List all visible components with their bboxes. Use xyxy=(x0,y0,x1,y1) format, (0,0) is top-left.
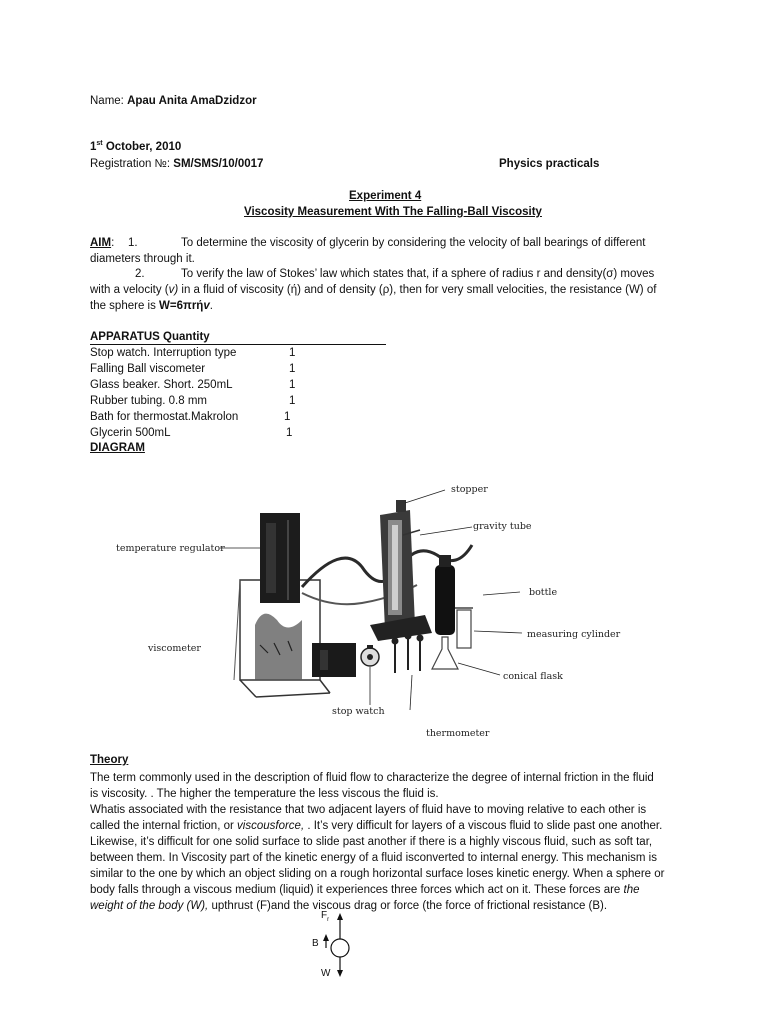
registration-label: Registration №: xyxy=(90,158,174,170)
apparatus-item-qty: 1 xyxy=(289,379,296,391)
aim-item2-line2-b: in a fluid of viscosity (ή) and of density (ρ), then for very small velocities, the resistance (W) of xyxy=(178,284,657,296)
experiment-subtitle: Viscosity Measurement With The Falling-Ball Viscosity xyxy=(244,206,542,218)
apparatus-item-name: Stop watch. Interruption type xyxy=(90,347,237,359)
theory-line4-b: . It’s very difficult for layers of a viscous fluid to slide past one another. xyxy=(304,820,663,832)
registration-line xyxy=(90,158,263,170)
aim-item1-num: 1. xyxy=(128,237,138,249)
label-thermometer: thermometer xyxy=(426,728,490,739)
theory-line9-italic: weight of the body (W), xyxy=(90,900,209,912)
force-label-f-sub: r xyxy=(327,917,330,923)
theory-line4-a: called the internal friction, or xyxy=(90,820,238,832)
measuring-cylinder-illustration xyxy=(455,608,473,648)
gravity-tube-illustration xyxy=(370,500,432,641)
label-viscometer: viscometer xyxy=(148,643,201,654)
stop-watch-illustration xyxy=(361,645,379,666)
theory-line8-italic: the xyxy=(623,884,640,896)
temperature-regulator-illustration xyxy=(260,513,300,603)
aim-colon: : xyxy=(111,237,115,249)
theory-line4-italic: viscousforce, xyxy=(237,820,305,832)
theory-line xyxy=(90,882,664,898)
aim-item2-line3 xyxy=(90,300,213,312)
force-label-f: F xyxy=(321,910,328,921)
apparatus-diagram xyxy=(220,475,630,710)
theory-line8-a: body falls through a viscous medium (liquid) it experiences three forces which act on it. These forces are xyxy=(90,884,624,896)
apparatus-item-name: Falling Ball viscometer xyxy=(90,363,206,375)
stopwatch-box-illustration xyxy=(312,643,356,677)
stokes-formula: W=6πrή xyxy=(159,300,204,312)
label-bottle: bottle xyxy=(529,587,558,598)
apparatus-heading-underline xyxy=(90,344,386,345)
aim-item1-text: To determine the viscosity of glycerin by considering the velocity of ball bearings of different xyxy=(181,237,646,249)
theory-line: is viscosity. . The higher the temperature the less viscous the fluid is. xyxy=(90,788,439,800)
theory-heading: Theory xyxy=(90,754,129,766)
aim-item2-line3-end: . xyxy=(209,300,213,312)
apparatus-row xyxy=(90,411,238,423)
theory-line: Likewise, it’s difficult for one solid surface to slide past another if there is a highly viscous fluid, such as soft tar, xyxy=(90,836,653,848)
apparatus-row xyxy=(90,395,207,407)
experiment-title: Experiment 4 xyxy=(349,190,422,202)
thermometers-illustration xyxy=(392,633,424,674)
aim-line-1 xyxy=(90,237,114,249)
theory-line9-b: upthrust (F)and the viscous drag or force (the force of frictional resistance (B). xyxy=(208,900,608,912)
apparatus-row xyxy=(90,379,233,391)
sphere xyxy=(331,939,349,957)
apparatus-item-qty: 1 xyxy=(286,427,293,439)
apparatus-heading: APPARATUS Quantity xyxy=(90,331,210,343)
aim-item1-cont: diameters through it. xyxy=(90,253,195,265)
force-label-weight: W xyxy=(321,968,331,979)
force-label-upthrust xyxy=(321,910,329,923)
apparatus-item-qty: 1 xyxy=(289,395,296,407)
apparatus-item-qty: 1 xyxy=(289,347,296,359)
aim-item2-line3-a: the sphere is xyxy=(90,300,160,312)
apparatus-row xyxy=(90,347,236,359)
date-sup: st xyxy=(96,140,103,147)
aim-item2-text: To verify the law of Stokes’ law which states that, if a sphere of radius r and density(σ) moves xyxy=(181,268,655,280)
registration-value: SM/SMS/10/0017 xyxy=(173,158,264,170)
name-line xyxy=(90,95,257,107)
date-line xyxy=(90,140,181,153)
name-label: Name: xyxy=(90,95,128,107)
aim-item2-line2-v: v) xyxy=(168,284,179,296)
course-name: Physics practicals xyxy=(499,158,600,170)
theory-line: similar to the one by which an object sliding on a rough horizontal surface loses kinetic energy. When a sphere or xyxy=(90,868,665,880)
label-gravity-tube: gravity tube xyxy=(473,521,532,532)
force-label-drag: B xyxy=(312,938,319,949)
stokes-formula-v: v xyxy=(203,300,210,312)
label-measuring-cylinder: measuring cylinder xyxy=(527,629,621,640)
theory-line: The term commonly used in the description of fluid flow to characterize the degree of internal friction in the fluid xyxy=(90,772,654,784)
label-temperature-regulator: temperature regulator xyxy=(116,543,225,554)
apparatus-row xyxy=(90,427,171,439)
apparatus-item-name: Glycerin 500mL xyxy=(90,427,171,439)
diagram-heading: DIAGRAM xyxy=(90,442,145,454)
apparatus-item-qty: 1 xyxy=(289,363,296,375)
date-rest: October, 2010 xyxy=(102,140,182,153)
date-day: 1 xyxy=(90,140,97,153)
apparatus-row xyxy=(90,363,205,375)
label-conical-flask: conical flask xyxy=(503,671,563,682)
theory-line xyxy=(90,898,664,914)
apparatus-item-qty: 1 xyxy=(284,411,291,423)
conical-flask-illustration xyxy=(432,637,458,669)
theory-line: Whatis associated with the resistance that two adjacent layers of fluid have to moving relative to each other is xyxy=(90,804,647,816)
force-diagram xyxy=(300,910,370,982)
aim-label: AIM xyxy=(90,237,112,249)
theory-line xyxy=(90,818,664,834)
name-value: Apau Anita AmaDzidzor xyxy=(127,95,257,107)
apparatus-item-name: Rubber tubing. 0.8 mm xyxy=(90,395,207,407)
label-stopper: stopper xyxy=(451,484,488,495)
aim-item2-line2 xyxy=(90,284,656,296)
label-stop-watch: stop watch xyxy=(332,706,385,717)
aim-item2-line2-a: with a velocity ( xyxy=(90,284,169,296)
apparatus-item-name: Glass beaker. Short. 250mL xyxy=(90,379,233,391)
bottle-illustration xyxy=(435,555,455,635)
aim-item2-num: 2. xyxy=(135,268,145,280)
theory-body xyxy=(90,770,664,914)
apparatus-item-name: Bath for thermostat.Makrolon xyxy=(90,411,239,423)
theory-line: between them. In Viscosity part of the kinetic energy of a fluid isconverted to internal energy. This mechanism is xyxy=(90,852,657,864)
